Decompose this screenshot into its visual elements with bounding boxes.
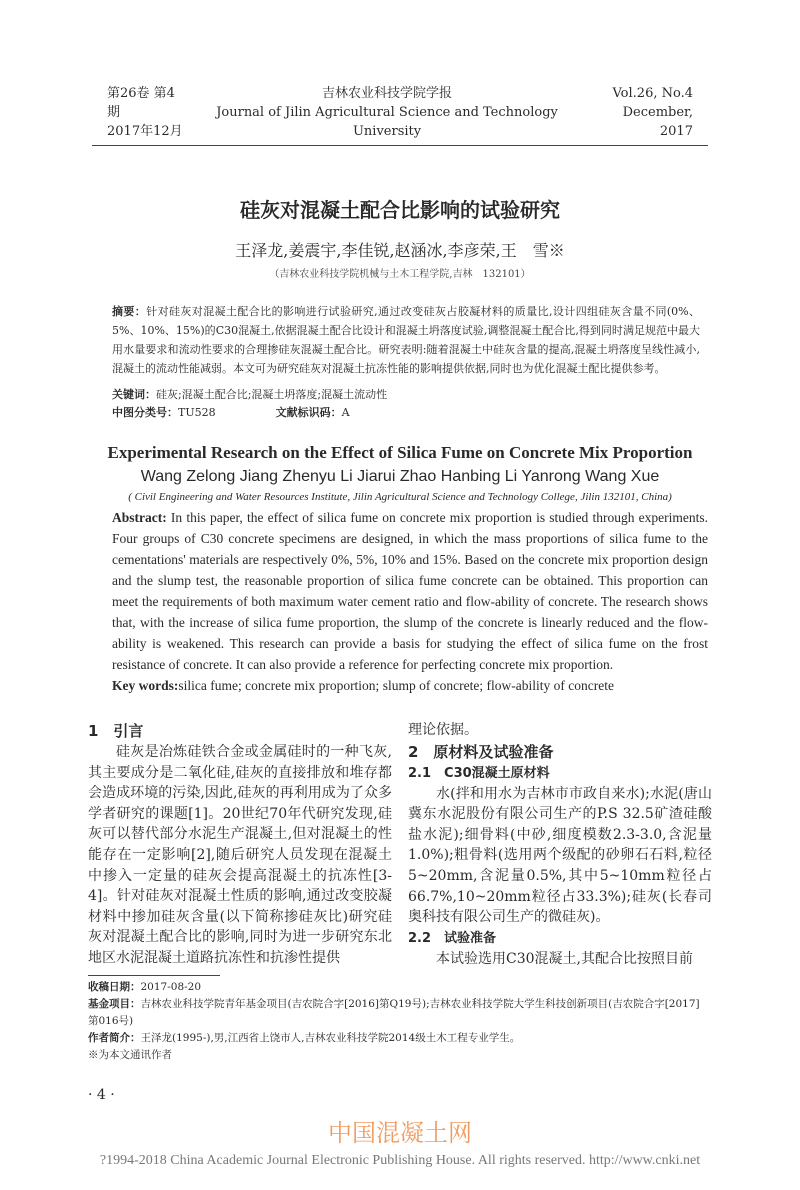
affiliation: （吉林农业科技学院机械与土木工程学院,吉林 132101） <box>269 269 531 280</box>
english-keywords <box>112 675 708 696</box>
keywords-label: 关键词： <box>112 388 156 401</box>
volume-issue: 第26卷 第4期 <box>107 86 175 120</box>
english-keywords-text: silica fume; concrete mix proportion; slump of concrete; flow-ability of concrete <box>178 678 614 693</box>
received-value: 2017-08-20 <box>140 981 202 994</box>
authors: 王泽龙,姜震宇,李佳锐,赵涵冰,李彦荣,王 雪※ <box>235 241 565 260</box>
doc-code-value: A <box>341 406 350 419</box>
subsection-heading-materials: 2.1 C30混凝土原材料 <box>408 765 550 781</box>
keywords-text: 硅灰;混凝土配合比;混凝土坍落度;混凝土流动性 <box>156 388 388 401</box>
paragraph-continuation: 理论依据。 <box>408 722 478 738</box>
english-title: Experimental Research on the Effect of Silica Fume on Concrete Mix Proportion <box>107 443 693 462</box>
section-heading-materials: 2 原材料及试验准备 <box>408 742 554 761</box>
watermark: 中国混凝土网 <box>328 1119 472 1148</box>
bio-label: 作者简介： <box>88 1032 141 1045</box>
author-bio <box>88 1030 708 1047</box>
running-header <box>92 84 708 146</box>
copyright: ?1994-2018 China Academic Journal Electronic Publishing House. All rights reserved. http://www.cnki.net <box>99 1153 701 1169</box>
journal-name-en: Journal of Jilin Agricultural Science and Technology University <box>216 105 558 139</box>
journal-name-cn: 吉林农业科技学院学报 <box>322 86 453 101</box>
right-column <box>408 720 712 969</box>
paper-title: 硅灰对混凝土配合比影响的试验研究 <box>240 198 560 222</box>
english-abstract <box>112 507 708 675</box>
journal-name <box>186 84 589 141</box>
english-abstract-text: In this paper, the effect of silica fume on concrete mix proportion is studied through experiments. Four groups of C30 concrete specimens are designed, in which the mass proportions of silica fume to the cementations' materials are respectively 0%, 5%, 10% and 15%. Based on the concrete mix proportion design and the slump test, the reasonable proportion of silica fume concrete can be obtained. This proportion can meet the requirements of both maximum water cement ratio and flow-ability of concrete. The research shows that, with the increase of silica fume proportion, the slump of the concrete is linearly reduced and the flow-ability is weakened. This research can provide a basis for studying the effect of silica fume on the frost resistance of concrete. It can also provide a reference for perfecting concrete mix proportion. <box>112 510 708 672</box>
abstract-label: 摘要： <box>112 305 147 318</box>
english-affiliation: ( Civil Engineering and Water Resources Institute, Jilin Agricultural Science and Technology College, Jilin 132101, China) <box>128 491 672 503</box>
fund <box>88 996 708 1030</box>
page-number: · 4 · <box>88 1087 115 1104</box>
materials-paragraph: 水(拌和用水为吉林市市政自来水);水泥(唐山冀东水泥股份有限公司生产的P.S 32.5矿渣硅酸盐水泥);细骨料(中砂,细度模数2.3-3.0,含泥量1.0%);粗骨料(选用两个级配的砂卵石石料,粒径5~20mm,含泥量0.5%,其中5~10mm粒径占66.7%,10~20mm粒径占33.3%);硅灰(长春司奥科技有限公司生产的微硅灰)。 <box>408 785 712 926</box>
preparation-paragraph: 本试验选用C30混凝土,其配合比按照目前 <box>436 950 693 967</box>
corresponding-author: ※为本文通讯作者 <box>88 1049 172 1062</box>
received-label: 收稿日期： <box>88 981 141 994</box>
abstract-cn <box>112 302 700 422</box>
footnote-rule <box>88 975 220 976</box>
keywords-cn <box>112 386 700 404</box>
footnotes <box>88 979 708 1064</box>
left-column <box>88 720 392 969</box>
english-keywords-label: Key words: <box>112 678 179 693</box>
bio-value: 王泽龙(1995-),男,江西省上饶市人,吉林农业科技学院2014级土木工程专业学生。 <box>140 1032 521 1045</box>
issue-info-en <box>588 84 693 141</box>
issue-date-en: December, 2017 <box>622 105 693 139</box>
class-value: TU528 <box>178 406 216 419</box>
doc-code-label: 文献标识码： <box>275 406 342 419</box>
volume-issue-en: Vol.26, No.4 <box>612 86 693 101</box>
body-columns <box>88 720 712 969</box>
intro-paragraph: 硅灰是冶炼硅铁合金或金属硅时的一种飞灰,其主要成分是二氧化硅,硅灰的直接排放和堆存都会造成环境的污染,因此,硅灰的再利用成为了众多学者研究的课题[1]。20世纪70年代研究发现,硅灰可以替代部分水泥生产混凝土,但对混凝土的性能存在一定影响[2],随后研究人员发现在混凝土中掺入一定量的硅灰会提高混凝土的抗冻性[3-4]。针对硅灰对混凝土性质的影响,通过改变胶凝材料中掺加硅灰含量(以下简称掺硅灰比)研究硅灰对混凝土配合比的影响,同时为进一步研究东北地区水泥混凝土道路抗冻性和抗渗性提供 <box>88 744 392 966</box>
fund-label: 基金项目： <box>88 998 141 1011</box>
english-abstract-label: Abstract: <box>112 510 167 525</box>
section-heading-intro: 1 引言 <box>88 722 144 740</box>
fund-value: 吉林农业科技学院青年基金项目(吉农院合字[2016]第Q19号);吉林农业科技学院大学生科技创新项目(吉农院合字[2017]第016号) <box>88 998 700 1028</box>
english-authors: Wang Zelong Jiang Zhenyu Li Jiarui Zhao Hanbing Li Yanrong Wang Xue <box>140 468 660 485</box>
class-label: 中图分类号： <box>112 406 178 419</box>
subsection-heading-preparation: 2.2 试验准备 <box>408 930 497 946</box>
issue-info <box>107 84 186 141</box>
abstract-text: 针对硅灰对混凝土配合比的影响进行试验研究,通过改变硅灰占胶凝材料的质量比,设计四组硅灰含量不同(0%、5%、10%、15%)的C30混凝土,依据混凝土配合比设计和混凝土坍落度试验,调整混凝土配合比,得到同时满足规范中最大用水量要求和流动性要求的合理掺硅灰混凝土配合比。研究表明:随着混凝土中硅灰含量的提高,混凝土坍落度呈线性减小,混凝土的流动性能减弱。本文可为研究硅灰对混凝土抗冻性能的影响提供依据,同时也为优化混凝土配比提供参考。 <box>112 305 701 375</box>
received-date <box>88 979 708 996</box>
classification <box>112 404 700 422</box>
issue-date: 2017年12月 <box>107 124 183 139</box>
